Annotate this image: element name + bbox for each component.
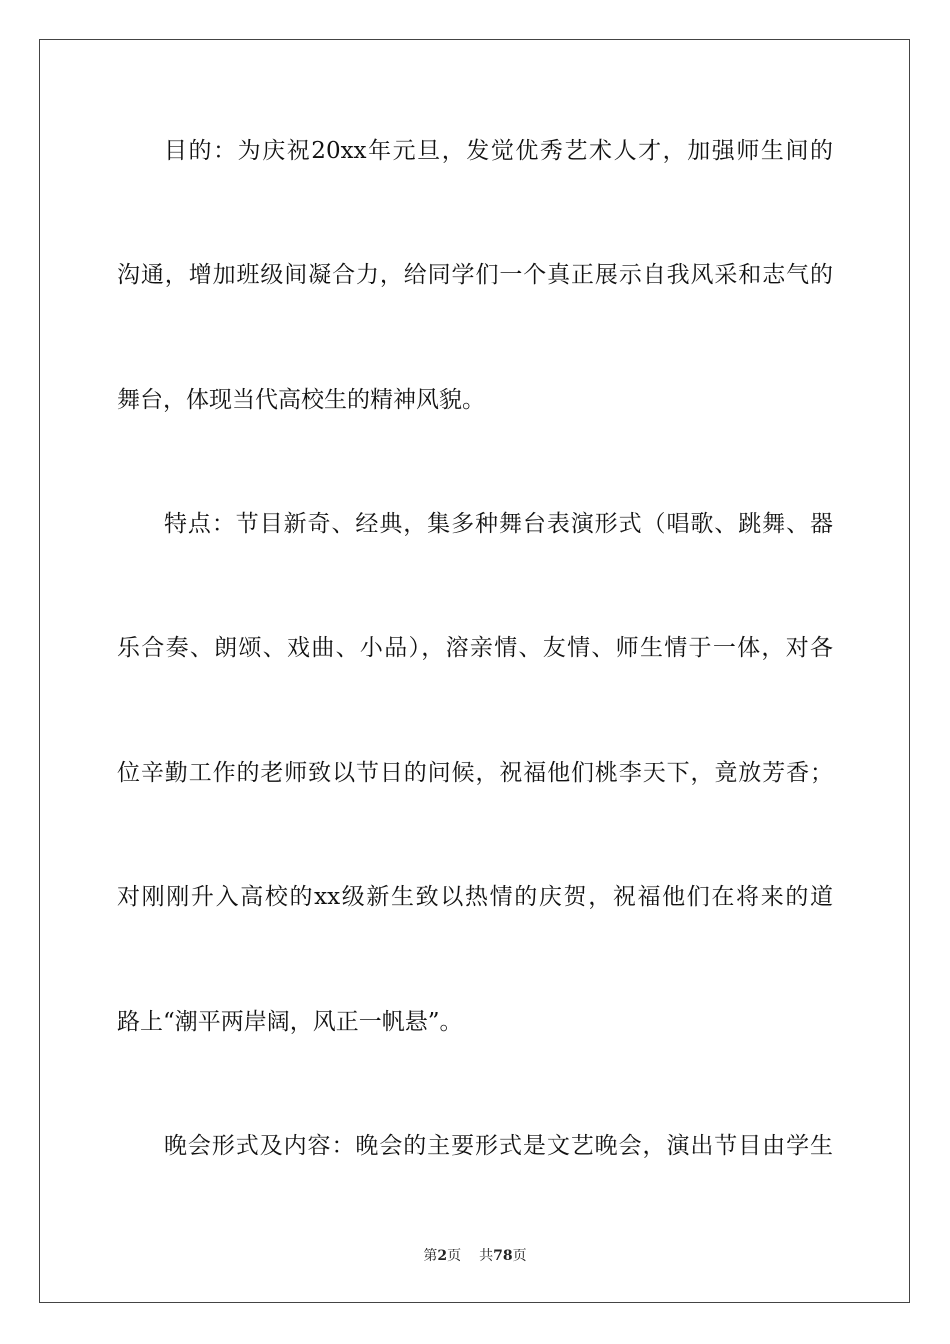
text-line: 晚会形式及内容：晚会的主要形式是文艺晚会，演出节目由学生 [164,1133,833,1159]
page-footer [0,1247,950,1265]
page-number: 2 [437,1248,448,1264]
text-line: 沟通，增加班级间凝合力，给同学们一个真正展示自我风采和志气的 [117,262,833,288]
text-line: 目的：为庆祝20xx年元旦，发觉优秀艺术人才，加强师生间的 [164,138,833,164]
total-pages: 78 [493,1248,513,1264]
text-line: 位辛勤工作的老师致以节日的问候，祝福他们桃李天下，竟放芳香； [117,760,833,786]
page-frame [39,39,910,1303]
text-line: 特点：节目新奇、经典，集多种舞台表演形式（唱歌、跳舞、器 [164,511,833,537]
page-prefix: 第 [423,1248,438,1264]
total-prefix: 共 [479,1248,494,1264]
total-suffix: 页 [512,1248,527,1264]
text-line: 乐合奏、朗颂、戏曲、小品），溶亲情、友情、师生情于一体，对各 [117,635,833,661]
text-line: 对刚刚升入高校的xx级新生致以热情的庆贺，祝福他们在将来的道 [117,884,833,910]
page-suffix: 页 [447,1248,462,1264]
text-line: 路上“潮平两岸阔，风正一帆悬”。 [117,1009,463,1035]
text-line: 舞台，体现当代高校生的精神风貌。 [117,387,485,413]
